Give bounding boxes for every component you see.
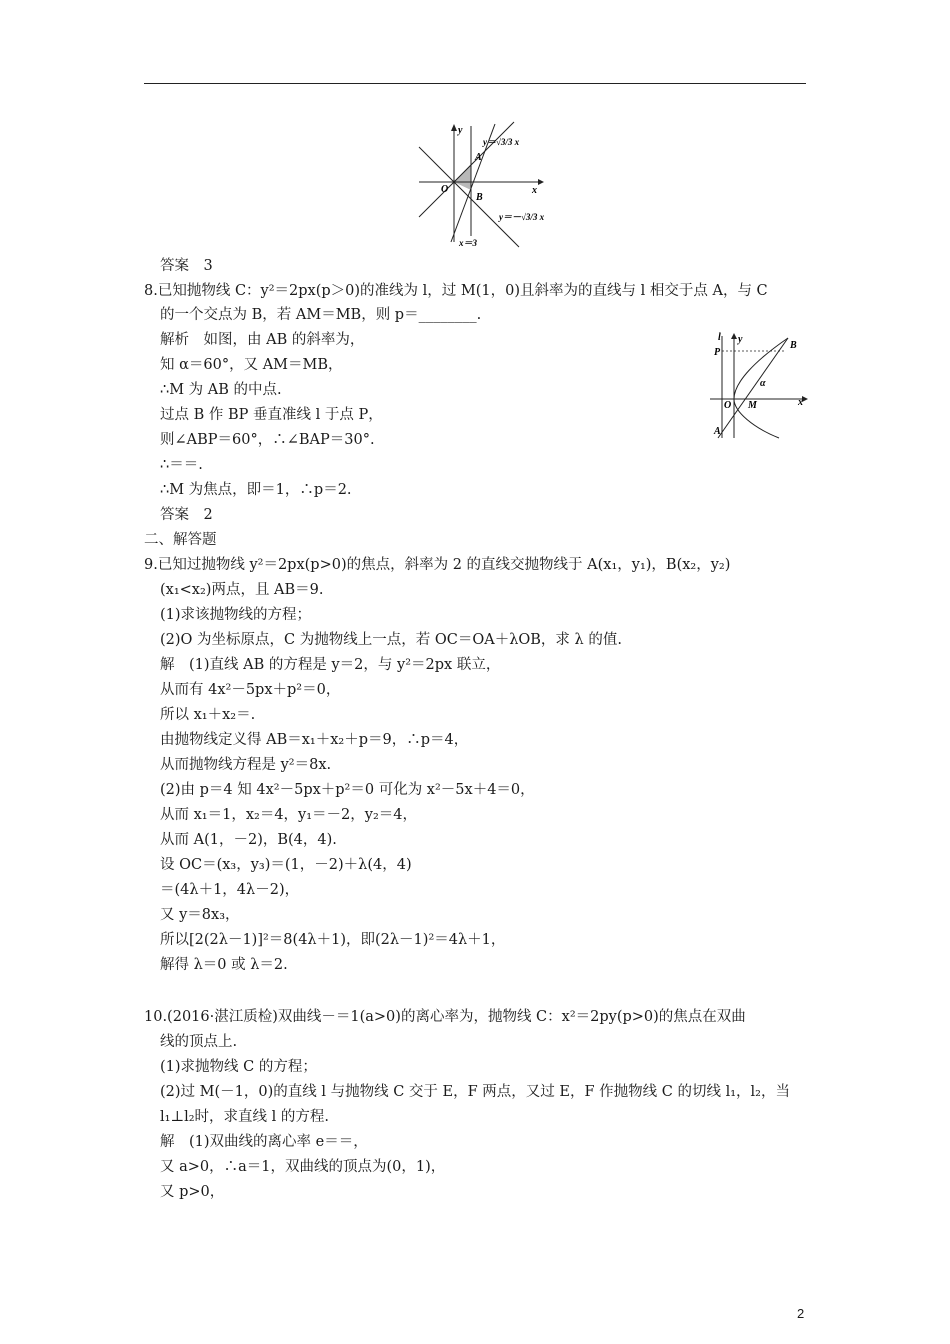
fig2-label-m: M	[748, 400, 757, 411]
fig2-label-a: A	[714, 426, 721, 437]
text-line: ∴M 为焦点，即＝1，∴p＝2.	[160, 482, 352, 498]
fig2-label-b: B	[790, 340, 797, 351]
text-line: 从而 A(1，－2)，B(4，4).	[160, 832, 337, 848]
text-line: (1)求该抛物线的方程；	[160, 607, 312, 623]
fig2-label-y: y	[738, 334, 743, 345]
fig1-label-a: A	[475, 152, 482, 163]
text-line: 线的顶点上.	[160, 1034, 238, 1050]
text-line: 9.已知过抛物线 y²＝2px(p>0)的焦点，斜率为 2 的直线交抛物线于 A(x₁，y₁)，B(x₂，y₂)	[144, 557, 731, 573]
text-line: 又 p>0，	[160, 1184, 225, 1200]
text-line: 从而抛物线方程是 y²＝8x.	[160, 757, 332, 773]
text-line: 从而有 4x²－5px＋p²＝0，	[160, 682, 341, 698]
line-pos	[419, 147, 519, 247]
y-arrow	[731, 333, 737, 339]
fig1-label-x: x	[532, 185, 537, 196]
text-line: 解得 λ＝0 或 λ＝2.	[160, 957, 288, 973]
text-line: 解 (1)双曲线的离心率 e＝＝，	[160, 1134, 368, 1150]
section-heading: 二、解答题	[144, 532, 217, 548]
text-line: 知 α＝60°，又 AM＝MB，	[160, 357, 343, 373]
text-line: (x₁<x₂)两点，且 AB＝9.	[160, 582, 324, 598]
figure-region-plot	[405, 120, 565, 250]
fig2-label-o: O	[724, 400, 732, 411]
text-line: ∴＝＝.	[160, 457, 203, 473]
text-line: 过点 B 作 BP 垂直准线 l 于点 P，	[160, 407, 383, 423]
page-number: 2	[797, 1306, 805, 1321]
x-arrow	[538, 179, 544, 185]
text-line: 又 a>0，∴a＝1，双曲线的顶点为(0，1)，	[160, 1159, 446, 1175]
text-line: (2)由 p＝4 知 4x²－5px＋p²＝0 可化为 x²－5x＋4＝0，	[160, 782, 535, 798]
text-line: 从而 x₁＝1，x₂＝4，y₁＝－2，y₂＝4，	[160, 807, 417, 823]
fig1-label-b: B	[476, 192, 483, 203]
text-line: (2)O 为坐标原点，C 为抛物线上一点，若 OC＝OA＋λOB，求 λ 的值.	[160, 632, 622, 648]
y-arrow	[451, 124, 457, 131]
text-line: l₁⊥l₂时，求直线 l 的方程.	[160, 1109, 330, 1125]
text-line: 所以[2(2λ－1)]²＝8(4λ＋1)，即(2λ－1)²＝4λ＋1，	[160, 932, 506, 948]
text-line: 答案 3	[160, 258, 213, 274]
fig2-label-alpha: α	[760, 378, 766, 389]
text-line: 由抛物线定义得 AB＝x₁＋x₂＋p＝9，∴p＝4，	[160, 732, 469, 748]
fig1-label-y: y	[458, 125, 463, 136]
text-line: (2)过 M(－1，0)的直线 l 与抛物线 C 交于 E，F 两点，又过 E，F 作抛物线 C 的切线 l₁，l₂，当	[160, 1084, 790, 1100]
text-line: 设 OC＝(x₃，y₃)＝(1，－2)＋λ(4，4)	[160, 857, 412, 873]
fig1-label-o: O	[441, 184, 449, 195]
text-line: 8.已知抛物线 C：y²＝2px(p＞0)的准线为 l，过 M(1，0)且斜率为的直线与 l 相交于点 A，与 C	[144, 283, 768, 299]
text-line: 又 y＝8x₃，	[160, 907, 240, 923]
header-rule	[144, 83, 806, 84]
line-ab	[718, 338, 788, 438]
text-line: 答案 2	[160, 507, 213, 523]
figure-parabola	[704, 330, 814, 440]
text-line: 的一个交点为 B，若 AM＝MB，则 p＝________.	[160, 307, 482, 323]
text-line: ∴M 为 AB 的中点.	[160, 382, 282, 398]
fig2-label-p: P	[714, 347, 721, 358]
fig2-label-x: x	[798, 397, 803, 408]
fig2-label-l: l	[718, 332, 721, 343]
text-line: 所以 x₁＋x₂＝.	[160, 707, 256, 723]
text-line: 10.(2016·湛江质检)双曲线－＝1(a>0)的离心率为，抛物线 C：x²＝2py(p>0)的焦点在双曲	[144, 1009, 746, 1025]
text-line: 则∠ABP＝60°，∴∠BAP＝30°.	[160, 432, 375, 448]
text-line: ＝(4λ＋1，4λ－2)，	[160, 882, 300, 898]
fig1-label-x3: x＝3	[459, 238, 478, 248]
text-line: 解析 如图，由 AB 的斜率为，	[160, 332, 365, 348]
text-line: 解 (1)直线 AB 的方程是 y＝2，与 y²＝2px 联立，	[160, 657, 501, 673]
fig1-label-line2: y＝－√3/3 x	[499, 212, 545, 222]
fig1-label-line1: y＝√3/3 x	[483, 137, 520, 147]
text-line: (1)求抛物线 C 的方程；	[160, 1059, 317, 1075]
